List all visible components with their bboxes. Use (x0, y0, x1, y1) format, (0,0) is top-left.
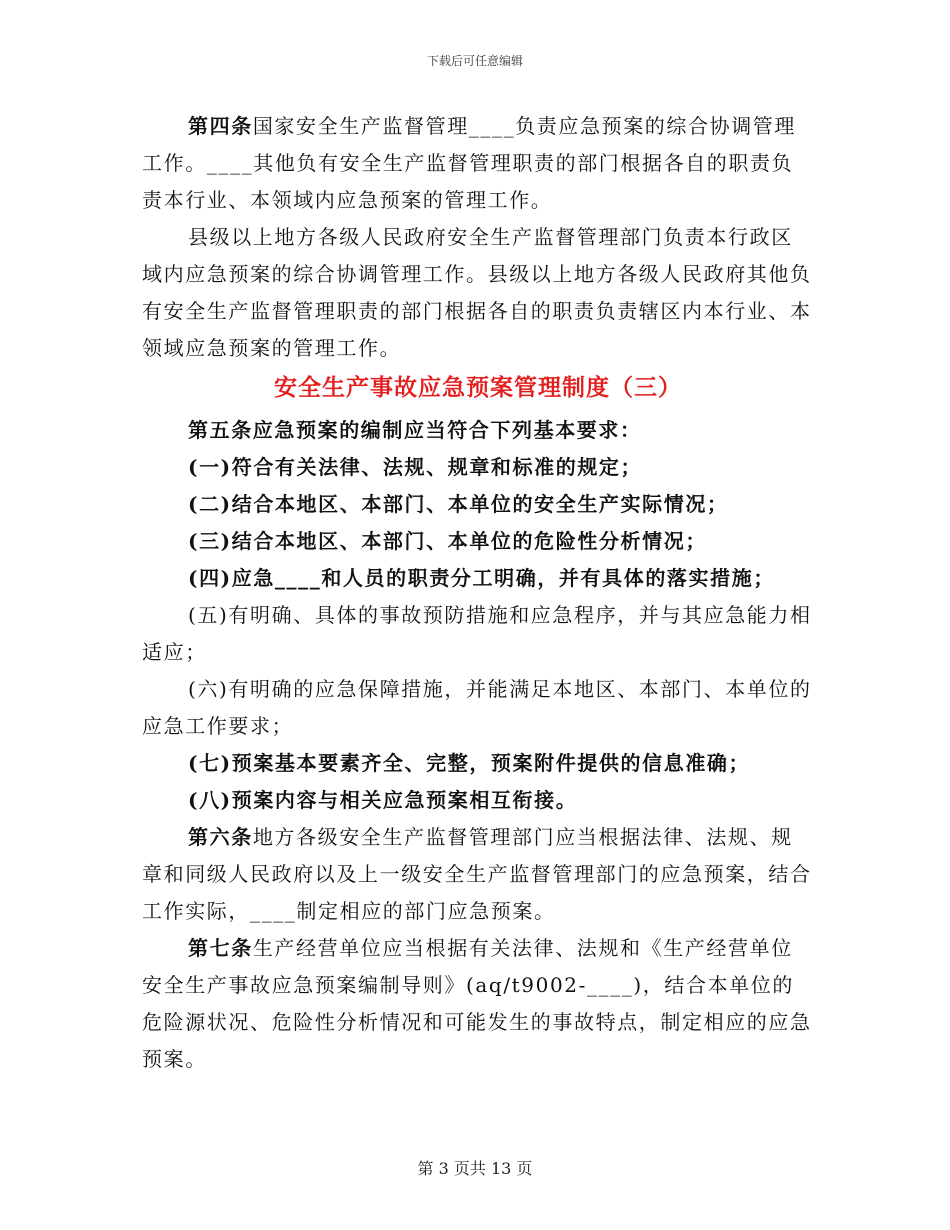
article-7-text: 生产经营单位应当根据有关法律、法规和《生产经营单位安全生产事故应急预案编制导则》(aq/t9002-____)，结合本单位的危险源状况、危险性分析情况和可能发生的事故特点，制定相应的应急预案。 (142, 936, 812, 1071)
section-title: 安全生产事故应急预案管理制度（三） (274, 374, 682, 401)
article-5-intro: 第五条应急预案的编制应当符合下列基本要求： (188, 418, 642, 442)
article-7-label: 第七条 (188, 936, 253, 960)
document-body (142, 108, 814, 1078)
requirement-item-1: (一)符合有关法律、法规、规章和标准的规定； (188, 455, 643, 479)
article-6-label: 第六条 (188, 825, 253, 849)
requirement-item-2: (二)结合本地区、本部门、本单位的安全生产实际情况； (188, 492, 729, 516)
article-4-label: 第四条 (188, 114, 253, 138)
article-4-text: 国家安全生产监督管理____负责应急预案的综合协调管理工作。____其他负有安全生产监督管理职责的部门根据各自的职责负责本行业、本领域内应急预案的管理工作。 (142, 114, 797, 212)
article-6-text: 地方各级安全生产监督管理部门应当根据法律、法规、规章和同级人民政府以及上一级安全生产监督管理部门的应急预案，结合工作实际，____制定相应的部门应急预案。 (142, 825, 812, 923)
requirement-item-3: (三)结合本地区、本部门、本单位的危险性分析情况； (188, 529, 707, 553)
requirement-item-7: (七)预案基本要素齐全、完整，预案附件提供的信息准确； (188, 751, 751, 775)
requirement-item-6: (六)有明确的应急保障措施，并能满足本地区、本部门、本单位的应急工作要求； (142, 677, 812, 738)
requirement-item-8: (八)预案内容与相关应急预案相互衔接。 (188, 788, 578, 812)
requirement-item-4: (四)应急____和人员的职责分工明确，并有具体的落实措施； (188, 566, 775, 590)
page-header: 下载后可任意编辑 (426, 54, 523, 68)
article-6-paragraph (142, 819, 814, 930)
article-4-paragraph (142, 108, 814, 219)
requirement-item-5: (五)有明确、具体的事故预防措施和应急程序，并与其应急能力相适应； (142, 603, 812, 664)
article-7-paragraph (142, 930, 814, 1078)
article-4-paragraph-2: 县级以上地方各级人民政府安全生产监督管理部门负责本行政区域内应急预案的综合协调管理工作。县级以上地方各级人民政府其他负有安全生产监督管理职责的部门根据各自的职责负责辖区内本行业、本领域应急预案的管理工作。 (142, 225, 812, 360)
page-footer: 第 3 页共 13 页 (417, 1159, 533, 1178)
